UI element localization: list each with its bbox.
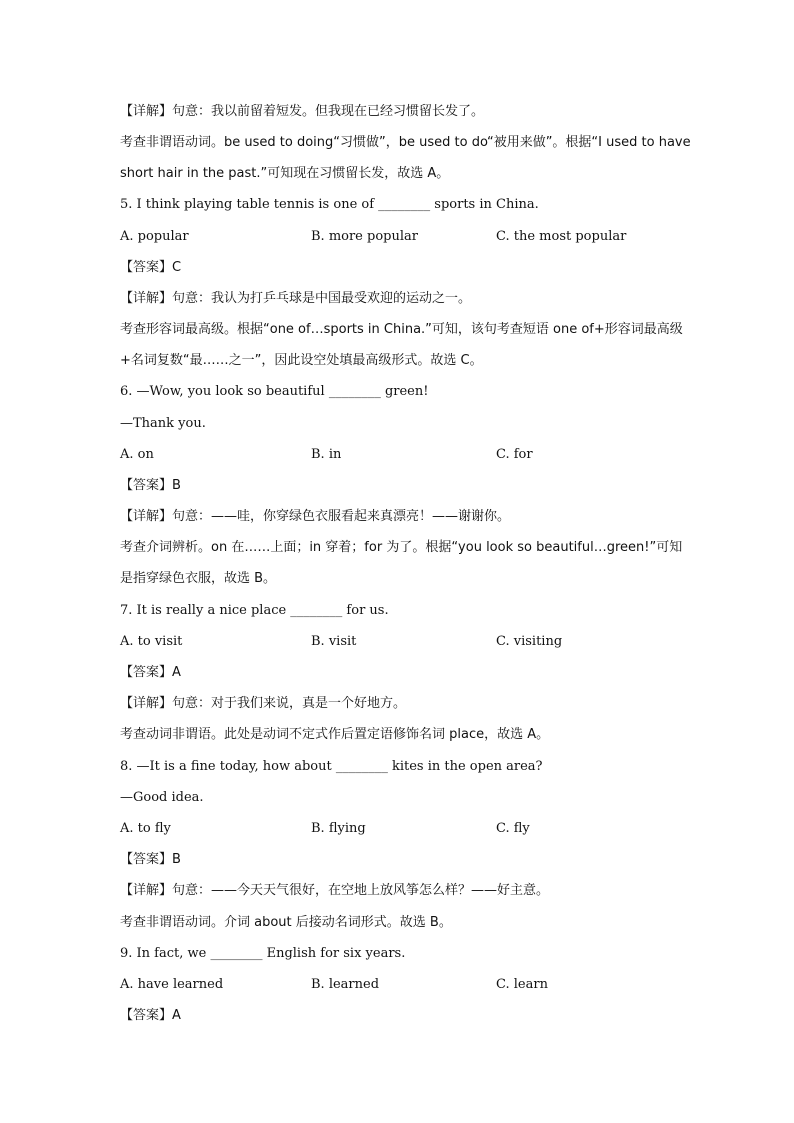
- q5-option-b: B. more popular: [311, 229, 418, 244]
- q9-answer: 【答案】A: [120, 1008, 181, 1023]
- q8-reply: —Good idea.: [120, 790, 204, 805]
- q5-option-a: A. popular: [120, 229, 189, 244]
- q7-option-c: C. visiting: [496, 634, 563, 649]
- q4-explanation-line-2: 考查非谓语动词。be used to doing“习惯做”，be used to do“被用来做”。根据“I used to have: [120, 135, 691, 150]
- q8-explanation-line-1: 【详解】句意：——今天天气很好，在空地上放风筝怎么样？——好主意。: [120, 883, 550, 898]
- q5-explanation-line-3: +名词复数“最……之一”，因此设空处填最高级形式。故选 C。: [120, 353, 483, 368]
- q8-answer: 【答案】B: [120, 852, 181, 867]
- q5-explanation-line-2: 考查形容词最高级。根据“one of…sports in China.”可知，该句考查短语 one of+形容词最高级: [120, 322, 683, 337]
- q5-explanation-line-1: 【详解】句意：我认为打乒乓球是中国最受欢迎的运动之一。: [120, 291, 472, 306]
- question-7: 7. It is really a nice place ________ for us.: [120, 603, 389, 618]
- q4-explanation-line-3: short hair in the past.”可知现在习惯留长发，故选 A。: [120, 166, 450, 181]
- q8-option-c: C. fly: [496, 821, 530, 836]
- q6-option-a: A. on: [120, 447, 154, 462]
- q6-option-b: B. in: [311, 447, 342, 462]
- q6-reply: —Thank you.: [120, 416, 206, 431]
- q7-answer: 【答案】A: [120, 665, 181, 680]
- q9-option-c: C. learn: [496, 977, 548, 992]
- question-6: 6. —Wow, you look so beautiful ________ green!: [120, 384, 429, 399]
- q7-explanation-line-1: 【详解】句意：对于我们来说，真是一个好地方。: [120, 696, 407, 711]
- q6-answer: 【答案】B: [120, 478, 181, 493]
- q6-explanation-line-1: 【详解】句意：——哇，你穿绿色衣服看起来真漂亮！——谢谢你。: [120, 509, 511, 524]
- q7-explanation-line-2: 考查动词非谓语。此处是动词不定式作后置定语修饰名词 place，故选 A。: [120, 727, 550, 742]
- question-8: 8. —It is a fine today, how about ________ kites in the open area?: [120, 759, 543, 774]
- q8-option-a: A. to fly: [120, 821, 171, 836]
- q8-explanation-line-2: 考查非谓语动词。介词 about 后接动名词形式。故选 B。: [120, 915, 452, 930]
- q6-explanation-line-2: 考查介词辨析。on 在……上面；in 穿着；for 为了。根据“you look so beautiful…green!”可知: [120, 540, 683, 555]
- q6-explanation-line-3: 是指穿绿色衣服，故选 B。: [120, 571, 277, 586]
- question-9: 9. In fact, we ________ English for six years.: [120, 946, 406, 961]
- q8-option-b: B. flying: [311, 821, 366, 836]
- q9-option-a: A. have learned: [120, 977, 224, 992]
- q9-option-b: B. learned: [311, 977, 380, 992]
- q7-option-a: A. to visit: [120, 634, 183, 649]
- q4-explanation-line-1: 【详解】句意：我以前留着短发。但我现在已经习惯留长发了。: [120, 104, 485, 119]
- q5-answer: 【答案】C: [120, 260, 182, 275]
- q7-option-b: B. visit: [311, 634, 357, 649]
- q5-option-c: C. the most popular: [496, 229, 627, 244]
- question-5: 5. I think playing table tennis is one of ________ sports in China.: [120, 197, 539, 212]
- q6-option-c: C. for: [496, 447, 533, 462]
